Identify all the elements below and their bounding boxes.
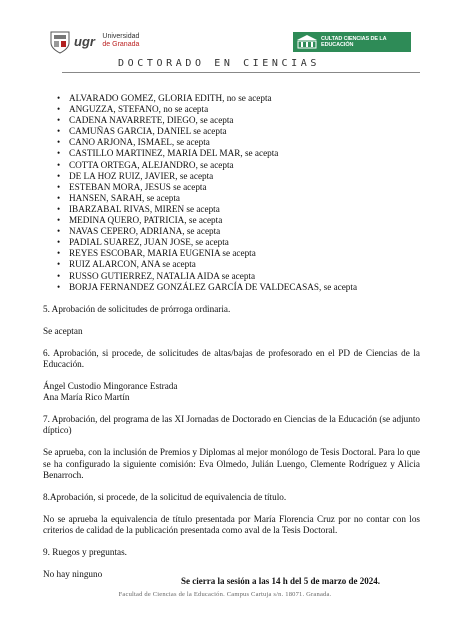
spacer	[43, 337, 420, 348]
spacer	[43, 558, 420, 569]
doc-title: DOCTORADO EN CIENCIAS	[118, 58, 321, 69]
section8-heading: 8.Aprobación, si procede, de la solicitud de equivalencia de título.	[43, 491, 287, 502]
list-item: • COTTA ORTEGA, ALEJANDRO, se acepta	[69, 160, 420, 171]
list-item: • BORJA FERNANDEZ GONZÁLEZ GARCÍA DE VALDECASAS, se acepta	[69, 282, 420, 293]
spacer	[43, 403, 420, 414]
ugr-logo-main: ugr	[74, 34, 95, 49]
faculty-logo-text: CULTAD CIENCIAS DE LA EDUCACIÓN	[321, 36, 387, 48]
list-item: • RUSSO GUTIERREZ, NATALIA AIDA se acepta	[69, 271, 420, 282]
page-footer: Facultad de Ciencias de la Educación. Campus Cartuja s/n. 18071. Granada.	[118, 591, 332, 598]
closing-statement: Se cierra la sesión a las 14 h del 5 de marzo de 2024.	[181, 576, 380, 586]
list-item: • ESTEBAN MORA, JESUS se acepta	[69, 182, 420, 193]
candidate-list	[43, 93, 420, 293]
section6-person2: Ana María Rico Martín	[43, 392, 130, 403]
spacer	[43, 315, 420, 326]
list-item: • ANGUZZA, STEFANO, no se acepta	[69, 104, 420, 115]
spacer	[43, 503, 420, 514]
section6-heading: 6. Aprobación, si procede, de solicitudes de altas/bajas de profesorado en el PD de Ciencias de la Educación.	[43, 347, 420, 369]
ugr-logo-line2: de Granada	[102, 41, 140, 48]
document-body	[43, 93, 420, 580]
list-item: • DE LA HOZ RUIZ, JAVIER, se acepta	[69, 171, 420, 182]
page-header	[0, 0, 450, 80]
list-item: • CANO ARJONA, ISMAEL, se acepta	[69, 137, 420, 148]
list-item: • ALVARADO GOMEZ, GLORIA EDITH, no se acepta	[69, 93, 420, 104]
section7-result: Se aprueba, con la inclusión de Premios y Diplomas al mejor monólogo de Tesis Doctoral. Para lo que se ha configurado la siguiente comisión: Eva Olmedo, Julián Luengo, Clemente Rodríguez y Alicia Benarroch.	[43, 447, 420, 480]
section7-heading: 7. Aprobación, del programa de las XI Jornadas de Doctorado en Ciencias de la Educación (se adjunto díptico)	[43, 414, 420, 436]
list-item: • CASTILLO MARTINEZ, MARIA DEL MAR, se acepta	[69, 148, 420, 159]
list-item: • PADIAL SUAREZ, JUAN JOSE, se acepta	[69, 237, 420, 248]
spacer	[43, 436, 420, 447]
faculty-building-icon	[296, 34, 318, 50]
section5-result: Se aceptan	[43, 325, 83, 336]
list-item: • CAMUÑAS GARCIA, DANIEL se acepta	[69, 126, 420, 137]
ugr-logo	[50, 30, 150, 56]
list-item: • REYES ESCOBAR, MARIA EUGENIA se acepta	[69, 248, 420, 259]
spacer	[43, 481, 420, 492]
list-item: • HANSEN, SARAH, se acepta	[69, 193, 420, 204]
section5-heading: 5. Aprobación de solicitudes de prórroga ordinaria.	[43, 303, 231, 314]
spacer	[43, 370, 420, 381]
spacer	[43, 536, 420, 547]
ugr-shield-icon	[50, 30, 70, 54]
list-item: • MEDINA QUERO, PATRICIA, se acepta	[69, 215, 420, 226]
section6-person1: Ángel Custodio Mingorance Estrada	[43, 381, 178, 392]
section9-heading: 9. Ruegos y preguntas.	[43, 547, 127, 557]
faculty-logo	[293, 32, 411, 52]
section8-result: No se aprueba la equivalencia de título presentada por María Florencia Cruz por no contar con los criterios de calidad de la publicación presentada como aval de la Tesis Doctoral.	[43, 513, 420, 535]
list-item: • RUIZ ALARCON, ANA se acepta	[69, 259, 420, 270]
section9-result: No hay ninguno	[43, 569, 103, 580]
spacer	[43, 293, 420, 304]
header-divider	[62, 72, 420, 73]
list-item: • IBARZABAL RIVAS, MIREN se acepta	[69, 204, 420, 215]
list-item: • CADENA NAVARRETE, DIEGO, se acepta	[69, 115, 420, 126]
ugr-logo-line1: Universidad	[102, 33, 140, 40]
list-item: • NAVAS CEPERO, ADRIANA, se acepta	[69, 226, 420, 237]
